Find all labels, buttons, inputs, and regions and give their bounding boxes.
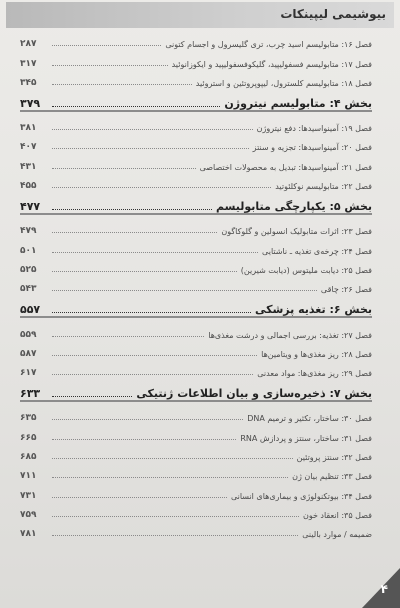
entry-page-number: ۵۰۱ xyxy=(20,245,37,256)
entry-page-number: ۴۳۱ xyxy=(20,161,37,172)
running-header xyxy=(6,2,394,28)
toc-chapter-row xyxy=(20,501,372,520)
chapter-title: فصل ۳۱: ساختار، سنتز و پردازش RNA xyxy=(240,433,372,443)
dot-leader xyxy=(52,458,293,459)
entry-page-number: ۵۲۵ xyxy=(20,264,37,275)
chapter-title: فصل ۲۴: چرخه‌ی تغذیه ـ ناشتایی xyxy=(262,246,372,256)
chapter-title: فصل ۱۷: متابولیسم فسفولیپید، گلیکوفسفولیپید و ایکوزانوئید xyxy=(171,59,372,69)
chapter-title: فصل ۱۶: متابولیسم اسید چرب، تری گلیسرول و اجسام کتونی xyxy=(165,40,372,50)
toc-chapter-row xyxy=(20,443,372,462)
section-title: بخش ۶: تغذیه پزشکی xyxy=(254,303,372,317)
dot-leader xyxy=(52,355,257,356)
entry-page-number: ۳۴۵ xyxy=(20,77,37,88)
section-title: بخش ۴: متابولیسم نیتروژن xyxy=(224,96,372,110)
entry-page-number: ۷۱۱ xyxy=(20,471,37,482)
entry-page-number: ۵۴۳ xyxy=(20,284,37,295)
entry-page-number: ۵۵۷ xyxy=(20,303,41,317)
entry-page-number: ۶۶۵ xyxy=(20,432,37,443)
chapter-title: فصل ۳۴: بیوتکنولوژی و بیماری‌های انسانی xyxy=(230,491,372,501)
dot-leader xyxy=(52,232,217,233)
toc-chapter-row xyxy=(20,481,372,500)
toc-chapter-row xyxy=(20,152,372,171)
chapter-title: فصل ۲۳: اثرات متابولیک انسولین و گلوکاگون xyxy=(221,227,372,237)
section-title: بخش ۷: ذخیره‌سازی و بیان اطلاعات ژنتیکی xyxy=(136,387,372,401)
chapter-title: فصل ۱۹: آمینواسیدها: دفع نیتروژن xyxy=(256,124,372,134)
toc-chapter-row xyxy=(20,30,372,49)
dot-leader xyxy=(52,290,317,291)
toc-chapter-row xyxy=(20,133,372,152)
entry-page-number: ۵۸۷ xyxy=(20,348,37,359)
entry-page-number: ۷۳۱ xyxy=(20,490,37,501)
book-title: بیوشیمی لیپینکات xyxy=(280,7,386,21)
entry-page-number: ۳۸۱ xyxy=(20,123,37,134)
toc-chapter-row xyxy=(20,423,372,442)
toc-chapter-row xyxy=(20,320,372,339)
dot-leader xyxy=(52,45,161,46)
dot-leader xyxy=(52,148,249,149)
dot-leader xyxy=(52,65,168,66)
entry-page-number: ۲۸۷ xyxy=(20,39,37,50)
entry-page-number: ۶۸۵ xyxy=(20,452,37,463)
toc-chapter-row xyxy=(20,275,372,294)
toc-chapter-row xyxy=(20,520,372,539)
toc-section-row xyxy=(20,294,372,318)
toc-chapter-row xyxy=(20,404,372,423)
toc-chapter-row xyxy=(20,69,372,88)
toc-chapter-row xyxy=(20,462,372,481)
dot-leader xyxy=(52,419,243,420)
entry-page-number: ۵۵۹ xyxy=(20,329,37,340)
toc-section-row xyxy=(20,378,372,402)
chapter-title: فصل ۱۸: متابولیسم کلسترول، لیپوپروتئین و استروئید xyxy=(195,78,372,88)
dot-leader xyxy=(52,209,212,210)
toc-section-row xyxy=(20,88,372,112)
chapter-title: فصل ۲۶: چاقی xyxy=(320,285,372,295)
dot-leader xyxy=(52,168,196,169)
entry-page-number: ۴۷۷ xyxy=(20,200,41,214)
toc-chapter-row xyxy=(20,359,372,378)
chapter-title: فصل ۳۰: ساختار، تکثیر و ترمیم DNA xyxy=(247,414,372,424)
chapter-title: فصل ۲۰: آمینواسیدها: تجزیه و سنتز xyxy=(252,143,372,153)
chapter-title: فصل ۲۷: تغذیه: بررسی اجمالی و درشت مغذی‌ها xyxy=(208,330,372,340)
dot-leader xyxy=(52,374,253,375)
dot-leader xyxy=(52,252,258,253)
entry-page-number: ۷۵۹ xyxy=(20,509,37,520)
chapter-title: فصل ۲۵: دیابت ملیتوس (دیابت شیرین) xyxy=(240,265,372,275)
dot-leader xyxy=(52,106,220,107)
entry-page-number: ۴۵۵ xyxy=(20,181,37,192)
section-title: بخش ۵: یکپارچگی متابولیسم xyxy=(215,200,372,214)
dot-leader xyxy=(52,187,271,188)
chapter-title: فصل ۳۵: انعقاد خون xyxy=(302,510,372,520)
entry-page-number: ۳۱۷ xyxy=(20,58,37,69)
dot-leader xyxy=(52,477,288,478)
toc-chapter-row xyxy=(20,340,372,359)
dot-leader xyxy=(52,396,132,397)
toc-chapter-row xyxy=(20,236,372,255)
dot-leader xyxy=(52,312,251,313)
entry-page-number: ۶۳۵ xyxy=(20,413,37,424)
entry-page-number: ۷۸۱ xyxy=(20,529,37,540)
entry-page-number: ۴۰۷ xyxy=(20,142,37,153)
entry-page-number: ۴۷۹ xyxy=(20,226,37,237)
dot-leader xyxy=(52,497,227,498)
page-number: ۴ xyxy=(380,582,388,596)
entry-page-number: ۳۷۹ xyxy=(20,96,41,110)
toc-chapter-row xyxy=(20,256,372,275)
dot-leader xyxy=(52,84,192,85)
toc-chapter-row xyxy=(20,217,372,236)
chapter-title: فصل ۳۲: سنتز پروتئین xyxy=(296,453,372,463)
entry-page-number: ۶۳۳ xyxy=(20,387,41,401)
chapter-title: فصل ۲۸: ریز مغذی‌ها و ویتامین‌ها xyxy=(261,349,372,359)
toc-chapter-row xyxy=(20,172,372,191)
chapter-title: فصل ۲۲: متابولیسم نوکلئوتید xyxy=(275,182,372,192)
dot-leader xyxy=(52,336,204,337)
toc-section-row xyxy=(20,191,372,215)
dot-leader xyxy=(52,129,253,130)
chapter-title: فصل ۲۹: ریز مغذی‌ها: مواد معدنی xyxy=(257,369,372,379)
dot-leader xyxy=(52,439,236,440)
toc-chapter-row xyxy=(20,49,372,68)
toc-chapter-row xyxy=(20,114,372,133)
dot-leader xyxy=(52,271,237,272)
dot-leader xyxy=(52,535,298,536)
table-of-contents xyxy=(20,30,372,539)
dot-leader xyxy=(52,516,299,517)
chapter-title: فصل ۲۱: آمینواسیدها: تبدیل به محصولات اختصاصی xyxy=(199,162,372,172)
chapter-title: فصل ۳۳: تنظیم بیان ژن xyxy=(292,472,372,482)
chapter-title: ضمیمه / موارد بالینی xyxy=(302,530,372,540)
entry-page-number: ۶۱۷ xyxy=(20,368,37,379)
